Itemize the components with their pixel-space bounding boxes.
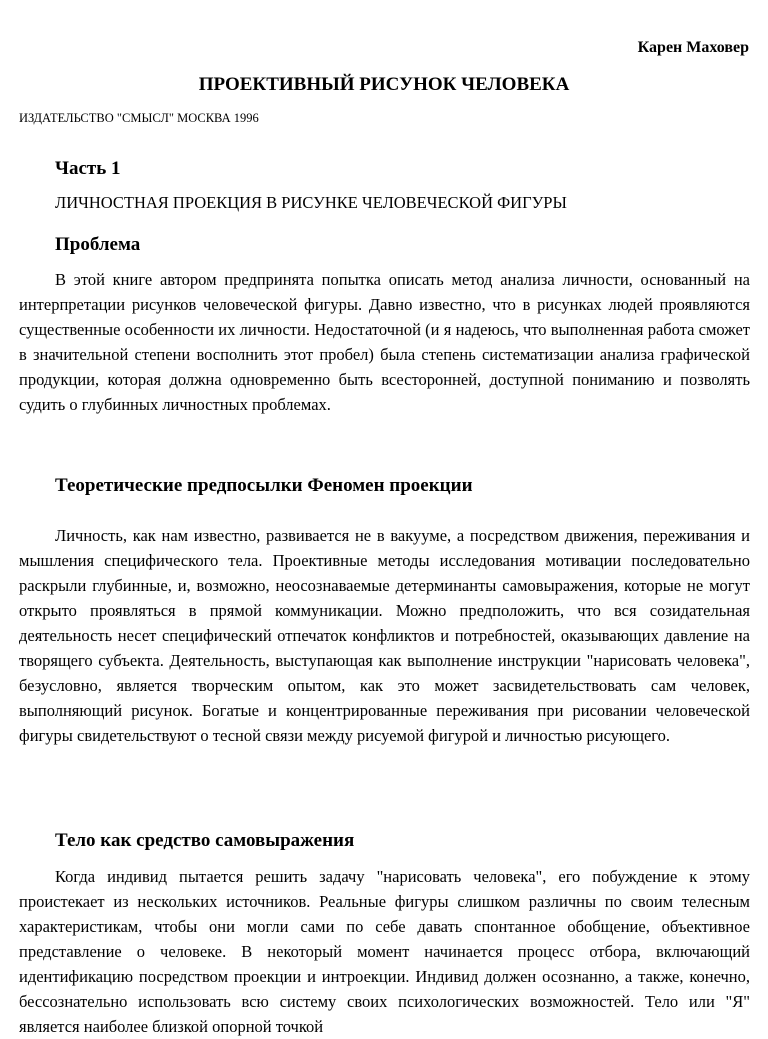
section-paragraph-body: Когда индивид пытается решить задачу "нарисовать человека", его побуждение к этому проистекает из нескольких источников. Реальные фигуры слишком различны по своим телесным характеристикам, чтобы они могли сами по себе давать спонтанное обобщение, объективное представление о человеке. В некоторый момент начинается процесс отбора, включающий идентификацию посредством проекции и интроекции. Индивид должен осознанно, а также, конечно, бессознательно использовать всю систему своих психологических возможностей. Тело или "Я" является наиболее близкой опорной точкой: [19, 867, 750, 1036]
section-heading-problem: Проблема: [55, 234, 141, 255]
part-subtitle: ЛИЧНОСТНАЯ ПРОЕКЦИЯ В РИСУНКЕ ЧЕЛОВЕЧЕСКОЙ ФИГУРЫ: [55, 193, 567, 212]
author-name: Карен Маховер: [637, 39, 749, 56]
publisher-line: ИЗДАТЕЛЬСТВО "СМЫСЛ" МОСКВА 1996: [19, 111, 259, 125]
book-title: ПРОЕКТИВНЫЙ РИСУНОК ЧЕЛОВЕКА: [198, 74, 570, 95]
part-heading: Часть 1: [55, 158, 121, 179]
section-paragraph-projection: Личность, как нам известно, развивается не в вакууме, а посредством движения, переживания и мышления специфического тела. Проективные методы исследования мотивации последовательно раскрыли глубинные, и, возможно, неосознаваемые детерминанты самовыражения, которые не могут открыто проявляться в прямой коммуникации. Можно предположить, что вся созидательная деятельность несет специфический отпечаток конфликтов и потребностей, оказывающих давление на творящего субъекта. Деятельность, выступающая как выполнение инструкции "нарисовать человека", безусловно, является творческим опытом, как это может засвидетельствовать сам человек, выполняющий рисунок. Богатые и концентрированные переживания при рисовании человеческой фигуры свидетельствуют о тесной связи между рисуемой фигурой и личностью рисующего.: [19, 526, 750, 745]
section-paragraph-problem: В этой книге автором предпринята попытка описать метод анализа личности, основанный на интерпретации рисунков человеческой фигуры. Давно известно, что в рисунках людей проявляются существенные особенности их личности. Недостаточной (и я надеюсь, что выполненная работа сможет в значительной степени восполнить этот пробел) была степень систематизации анализа графической продукции, которая должна одновременно быть всесторонней, доступной пониманию и позволять судить о глубинных личностных проблемах.: [19, 270, 750, 414]
section-heading-body: Тело как средство самовыражения: [55, 830, 355, 851]
section-heading-projection: Теоретические предпосылки Феномен проекции: [55, 475, 473, 496]
